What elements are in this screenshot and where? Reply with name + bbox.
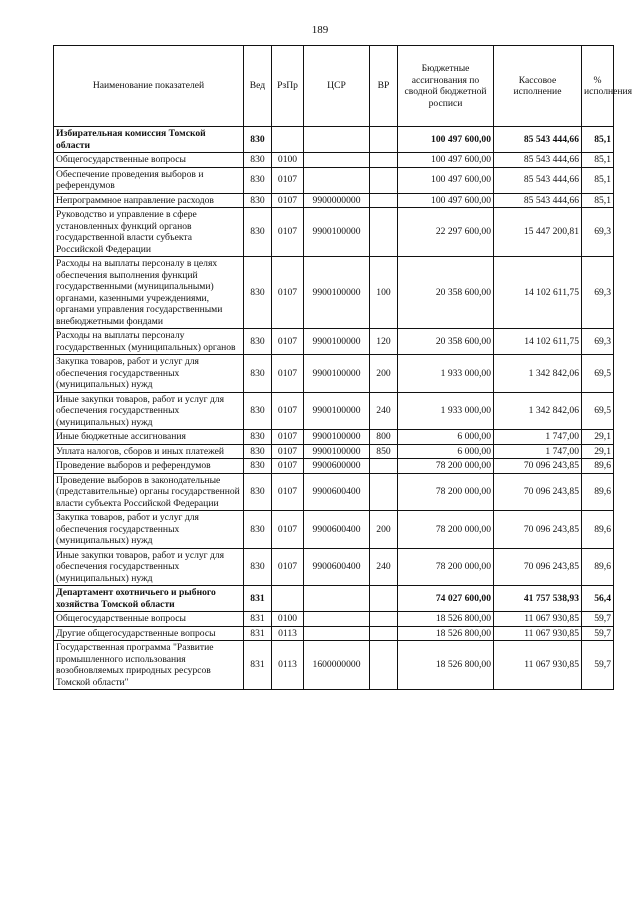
row-csr: 9900000000 xyxy=(304,193,370,208)
row-budget: 6 000,00 xyxy=(398,430,494,445)
row-budget: 78 200 000,00 xyxy=(398,548,494,586)
header-rzpr: РзПр xyxy=(272,46,304,127)
row-pct: 89,6 xyxy=(582,548,614,586)
row-rzpr: 0113 xyxy=(272,626,304,641)
table-row xyxy=(54,208,614,257)
row-kassa: 70 096 243,85 xyxy=(494,511,582,549)
row-pct: 85,1 xyxy=(582,127,614,153)
row-kassa: 11 067 930,85 xyxy=(494,626,582,641)
row-name: Руководство и управление в сфере установленных функций органов государственной власти субъекта Российской Федерации xyxy=(54,208,244,257)
row-csr xyxy=(304,167,370,193)
row-name: Иные закупки товаров, работ и услуг для обеспечения государственных (муниципальных) нужд xyxy=(54,392,244,430)
row-budget: 1 933 000,00 xyxy=(398,355,494,393)
row-ved: 830 xyxy=(244,208,272,257)
row-kassa: 1 747,00 xyxy=(494,444,582,459)
row-csr: 9900100000 xyxy=(304,392,370,430)
row-name: Обеспечение проведения выборов и референдумов xyxy=(54,167,244,193)
row-budget: 100 497 600,00 xyxy=(398,153,494,168)
row-rzpr: 0100 xyxy=(272,612,304,627)
table-row xyxy=(54,511,614,549)
row-vr: 200 xyxy=(370,355,398,393)
table-row xyxy=(54,641,614,690)
page-number: 189 xyxy=(311,24,329,36)
table-row xyxy=(54,193,614,208)
row-vr xyxy=(370,208,398,257)
row-csr: 9900100000 xyxy=(304,355,370,393)
row-name: Закупка товаров, работ и услуг для обеспечения государственных (муниципальных) нужд xyxy=(54,511,244,549)
row-kassa: 11 067 930,85 xyxy=(494,641,582,690)
header-budget: Бюджетные ассигнования по сводной бюджетной росписи xyxy=(398,46,494,127)
row-csr: 9900100000 xyxy=(304,430,370,445)
row-pct: 69,3 xyxy=(582,329,614,355)
row-pct: 89,6 xyxy=(582,511,614,549)
row-csr: 9900600000 xyxy=(304,459,370,474)
row-vr xyxy=(370,127,398,153)
row-budget: 1 933 000,00 xyxy=(398,392,494,430)
row-vr: 100 xyxy=(370,257,398,329)
row-rzpr: 0107 xyxy=(272,257,304,329)
row-csr xyxy=(304,153,370,168)
header-name: Наименование показателей xyxy=(54,46,244,127)
row-pct: 85,1 xyxy=(582,167,614,193)
row-vr: 850 xyxy=(370,444,398,459)
row-name: Закупка товаров, работ и услуг для обеспечения государственных (муниципальных) нужд xyxy=(54,355,244,393)
row-vr xyxy=(370,167,398,193)
table-row xyxy=(54,153,614,168)
row-csr: 9900100000 xyxy=(304,329,370,355)
table-row xyxy=(54,626,614,641)
row-budget: 78 200 000,00 xyxy=(398,459,494,474)
row-kassa: 85 543 444,66 xyxy=(494,153,582,168)
row-kassa: 1 747,00 xyxy=(494,430,582,445)
row-rzpr: 0107 xyxy=(272,444,304,459)
row-ved: 831 xyxy=(244,586,272,612)
row-kassa: 85 543 444,66 xyxy=(494,193,582,208)
header-vr: ВР xyxy=(370,46,398,127)
row-ved: 830 xyxy=(244,153,272,168)
row-name: Проведение выборов в законодательные (представительные) органы государственной власти субъекта Российской Федерации xyxy=(54,473,244,511)
row-ved: 830 xyxy=(244,257,272,329)
row-ved: 831 xyxy=(244,641,272,690)
row-rzpr: 0113 xyxy=(272,641,304,690)
row-rzpr: 0100 xyxy=(272,153,304,168)
row-rzpr: 0107 xyxy=(272,511,304,549)
row-pct: 59,7 xyxy=(582,626,614,641)
row-rzpr: 0107 xyxy=(272,459,304,474)
row-csr xyxy=(304,586,370,612)
row-kassa: 70 096 243,85 xyxy=(494,473,582,511)
row-vr xyxy=(370,586,398,612)
table-row xyxy=(54,329,614,355)
table-row xyxy=(54,473,614,511)
row-budget: 18 526 800,00 xyxy=(398,641,494,690)
row-ved: 830 xyxy=(244,548,272,586)
header-pct: % исполнения xyxy=(582,46,614,127)
row-ved: 831 xyxy=(244,626,272,641)
row-budget: 74 027 600,00 xyxy=(398,586,494,612)
row-name: Иные бюджетные ассигнования xyxy=(54,430,244,445)
table-row xyxy=(54,392,614,430)
table-header-row xyxy=(54,46,614,127)
table-row xyxy=(54,355,614,393)
table-row xyxy=(54,459,614,474)
row-name: Расходы на выплаты персоналу государственных (муниципальных) органов xyxy=(54,329,244,355)
table-row xyxy=(54,127,614,153)
row-csr xyxy=(304,612,370,627)
table-row xyxy=(54,612,614,627)
row-budget: 20 358 600,00 xyxy=(398,257,494,329)
row-pct: 89,6 xyxy=(582,459,614,474)
table-row xyxy=(54,548,614,586)
table-row xyxy=(54,430,614,445)
row-ved: 830 xyxy=(244,355,272,393)
row-csr: 9900600400 xyxy=(304,473,370,511)
row-name: Другие общегосударственные вопросы xyxy=(54,626,244,641)
row-vr xyxy=(370,473,398,511)
row-ved: 830 xyxy=(244,473,272,511)
row-rzpr xyxy=(272,127,304,153)
header-csr: ЦСР xyxy=(304,46,370,127)
row-rzpr xyxy=(272,586,304,612)
row-ved: 830 xyxy=(244,444,272,459)
row-name: Департамент охотничьего и рыбного хозяйства Томской области xyxy=(54,586,244,612)
row-csr: 9900600400 xyxy=(304,511,370,549)
row-vr xyxy=(370,153,398,168)
row-budget: 18 526 800,00 xyxy=(398,626,494,641)
row-pct: 89,6 xyxy=(582,473,614,511)
row-ved: 830 xyxy=(244,167,272,193)
row-vr xyxy=(370,612,398,627)
row-vr xyxy=(370,626,398,641)
row-csr xyxy=(304,127,370,153)
row-vr: 200 xyxy=(370,511,398,549)
row-kassa: 14 102 611,75 xyxy=(494,329,582,355)
row-pct: 69,5 xyxy=(582,355,614,393)
row-vr: 120 xyxy=(370,329,398,355)
row-budget: 78 200 000,00 xyxy=(398,473,494,511)
row-vr xyxy=(370,459,398,474)
row-name: Иные закупки товаров, работ и услуг для обеспечения государственных (муниципальных) нужд xyxy=(54,548,244,586)
row-rzpr: 0107 xyxy=(272,167,304,193)
budget-execution-table xyxy=(53,45,633,690)
row-kassa: 11 067 930,85 xyxy=(494,612,582,627)
row-ved: 830 xyxy=(244,430,272,445)
row-pct: 85,1 xyxy=(582,153,614,168)
row-pct: 29,1 xyxy=(582,444,614,459)
row-rzpr: 0107 xyxy=(272,548,304,586)
row-kassa: 70 096 243,85 xyxy=(494,548,582,586)
row-budget: 100 497 600,00 xyxy=(398,127,494,153)
row-kassa: 70 096 243,85 xyxy=(494,459,582,474)
row-ved: 830 xyxy=(244,329,272,355)
row-budget: 18 526 800,00 xyxy=(398,612,494,627)
row-ved: 831 xyxy=(244,612,272,627)
row-name: Избирательная комиссия Томской области xyxy=(54,127,244,153)
row-budget: 20 358 600,00 xyxy=(398,329,494,355)
row-kassa: 15 447 200,81 xyxy=(494,208,582,257)
row-name: Уплата налогов, сборов и иных платежей xyxy=(54,444,244,459)
row-csr: 9900100000 xyxy=(304,444,370,459)
row-kassa: 85 543 444,66 xyxy=(494,127,582,153)
row-csr: 9900600400 xyxy=(304,548,370,586)
row-rzpr: 0107 xyxy=(272,392,304,430)
row-ved: 830 xyxy=(244,193,272,208)
row-name: Общегосударственные вопросы xyxy=(54,612,244,627)
row-pct: 29,1 xyxy=(582,430,614,445)
row-rzpr: 0107 xyxy=(272,193,304,208)
row-ved: 830 xyxy=(244,392,272,430)
row-kassa: 41 757 538,93 xyxy=(494,586,582,612)
row-kassa: 85 543 444,66 xyxy=(494,167,582,193)
header-ved: Вед xyxy=(244,46,272,127)
row-budget: 78 200 000,00 xyxy=(398,511,494,549)
row-name: Общегосударственные вопросы xyxy=(54,153,244,168)
table-row xyxy=(54,257,614,329)
row-pct: 59,7 xyxy=(582,612,614,627)
row-vr: 240 xyxy=(370,548,398,586)
row-rzpr: 0107 xyxy=(272,473,304,511)
row-rzpr: 0107 xyxy=(272,355,304,393)
row-pct: 69,3 xyxy=(582,257,614,329)
row-rzpr: 0107 xyxy=(272,430,304,445)
row-pct: 59,7 xyxy=(582,641,614,690)
row-ved: 830 xyxy=(244,511,272,549)
row-rzpr: 0107 xyxy=(272,329,304,355)
row-budget: 100 497 600,00 xyxy=(398,167,494,193)
row-pct: 69,3 xyxy=(582,208,614,257)
row-pct: 69,5 xyxy=(582,392,614,430)
row-csr: 9900100000 xyxy=(304,257,370,329)
row-kassa: 1 342 842,06 xyxy=(494,355,582,393)
row-csr xyxy=(304,626,370,641)
row-name: Непрограммное направление расходов xyxy=(54,193,244,208)
row-csr: 1600000000 xyxy=(304,641,370,690)
row-rzpr: 0107 xyxy=(272,208,304,257)
row-vr xyxy=(370,193,398,208)
table-row xyxy=(54,586,614,612)
row-name: Государственная программа "Развитие промышленного использования возобновляемых природных ресурсов Томской области" xyxy=(54,641,244,690)
row-vr: 800 xyxy=(370,430,398,445)
row-vr: 240 xyxy=(370,392,398,430)
header-kassa: Кассовое исполнение xyxy=(494,46,582,127)
row-ved: 830 xyxy=(244,127,272,153)
row-budget: 6 000,00 xyxy=(398,444,494,459)
row-name: Расходы на выплаты персоналу в целях обеспечения выполнения функций государственными (муниципальными) органами, казенными учреждениями, органами управления государственными внебюджетными фондами xyxy=(54,257,244,329)
row-pct: 56,4 xyxy=(582,586,614,612)
table-row xyxy=(54,167,614,193)
table-row xyxy=(54,444,614,459)
row-ved: 830 xyxy=(244,459,272,474)
row-csr: 9900100000 xyxy=(304,208,370,257)
row-budget: 22 297 600,00 xyxy=(398,208,494,257)
row-kassa: 1 342 842,06 xyxy=(494,392,582,430)
row-vr xyxy=(370,641,398,690)
row-budget: 100 497 600,00 xyxy=(398,193,494,208)
row-name: Проведение выборов и референдумов xyxy=(54,459,244,474)
row-kassa: 14 102 611,75 xyxy=(494,257,582,329)
row-pct: 85,1 xyxy=(582,193,614,208)
